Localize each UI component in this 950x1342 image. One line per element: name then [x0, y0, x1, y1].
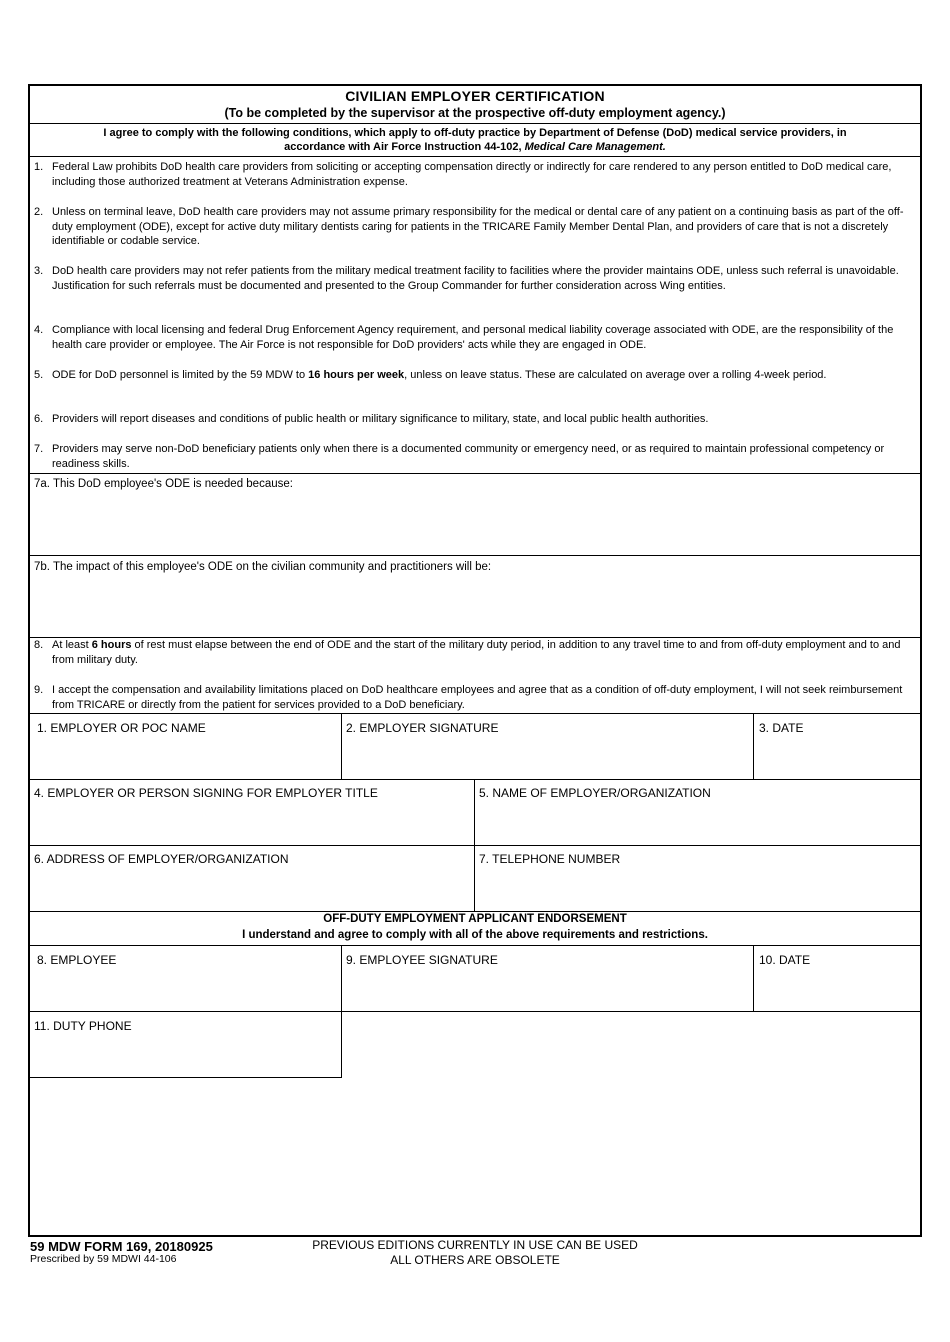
condition-text: Compliance with local licensing and federal Drug Enforcement Agency requirement, and personal medical liability coverage associated with ODE, are the responsibility of the health care provider or employee. The Air Force is not responsible for DoD providers' acts while they are engaged in ODE. — [52, 324, 894, 351]
condition-text: I accept the compensation and availability limitations placed on DoD healthcare employees and agree that as a condition of off-duty employment, I will not seek reimbursement from TRICARE or directly from the patient for services provided to a DoD beneficiary. — [52, 684, 903, 711]
divider — [30, 123, 920, 124]
employer-address-label: 6. ADDRESS OF EMPLOYER/ORGANIZATION — [34, 852, 289, 866]
employee-signature-label: 9. EMPLOYEE SIGNATURE — [346, 953, 498, 967]
telephone-field[interactable] — [475, 846, 922, 911]
telephone-label: 7. TELEPHONE NUMBER — [479, 852, 621, 866]
agreement-line2a: accordance with Air Force Instruction 44-102, — [284, 141, 525, 153]
divider — [30, 911, 920, 912]
q7b-label: 7b. The impact of this employee's ODE on the civilian community and practitioners will be: — [34, 561, 492, 573]
employer-org-name-label: 5. NAME OF EMPLOYER/ORGANIZATION — [479, 786, 711, 800]
condition-number: 5. — [34, 369, 44, 381]
editions-line1: PREVIOUS EDITIONS CURRENTLY IN USE CAN BE USED — [312, 1238, 638, 1252]
condition-number: 4. — [34, 324, 44, 336]
divider — [30, 156, 920, 157]
endorsement-subtitle: I understand and agree to comply with all of the above requirements and restrictions. — [242, 929, 708, 941]
condition-text: At least 6 hours of rest must elapse between the end of ODE and the start of the military duty period, in addition to any travel time to and from off-duty employment and to and from military duty. — [52, 639, 901, 666]
condition-text: DoD health care providers may not refer patients from the military medical treatment facility to facilities where the provider maintains ODE, unless such referral is unavoidable. Justification for such referrals must be documented and presented to the Group Commander for further consideration across Wing entities. — [52, 265, 899, 292]
condition-text: ODE for DoD personnel is limited by the 59 MDW to 16 hours per week, unless on leave status. These are calculated on average over a rolling 4-week period. — [52, 369, 827, 381]
editions-notice — [300, 1238, 650, 1268]
employer-signature-field[interactable] — [342, 714, 753, 779]
condition-9 — [34, 683, 914, 712]
condition-number: 3. — [34, 265, 44, 277]
employee-signature-field[interactable] — [342, 946, 753, 1011]
employer-name-field[interactable] — [30, 714, 341, 779]
q7a-label: 7a. This DoD employee's ODE is needed because: — [34, 478, 293, 490]
agreement-line2b: Medical Care Management. — [524, 141, 666, 153]
condition-5 — [34, 368, 914, 383]
employer-date-label: 3. DATE — [759, 721, 804, 735]
employer-name-label: 1. EMPLOYER OR POC NAME — [37, 721, 206, 735]
condition-number: 1. — [34, 161, 44, 173]
employer-signature-label: 2. EMPLOYER SIGNATURE — [346, 721, 499, 735]
condition-4 — [34, 323, 914, 352]
condition-number: 2. — [34, 206, 44, 218]
condition-3 — [34, 264, 914, 293]
form-subtitle: (To be completed by the supervisor at the prospective off-duty employment agency.) — [224, 106, 726, 120]
employer-title-label: 4. EMPLOYER OR PERSON SIGNING FOR EMPLOYER TITLE — [34, 786, 378, 800]
condition-number: 9. — [34, 684, 44, 696]
employer-title-field[interactable] — [30, 780, 474, 845]
condition-text: Providers may serve non-DoD beneficiary patients only when there is a documented community or emergency need, or as required to maintain professional competency or readiness skills. — [52, 443, 885, 470]
condition-2 — [34, 205, 914, 249]
duty-phone-label: 11. DUTY PHONE — [34, 1019, 132, 1033]
duty-phone-field[interactable] — [30, 1012, 341, 1077]
divider — [30, 1077, 342, 1078]
employee-date-field[interactable] — [754, 946, 922, 1011]
form-id: 59 MDW FORM 169, 20180925 — [30, 1239, 213, 1254]
condition-number: 7. — [34, 443, 44, 455]
employee-field[interactable] — [30, 946, 341, 1011]
q7a-field[interactable] — [30, 474, 920, 555]
prescribed-by: Prescribed by 59 MDWI 44-106 — [30, 1253, 177, 1265]
endorsement-title: OFF-DUTY EMPLOYMENT APPLICANT ENDORSEMENT — [323, 913, 627, 925]
employer-org-name-field[interactable] — [475, 780, 922, 845]
editions-line2: ALL OTHERS ARE OBSOLETE — [390, 1253, 560, 1267]
employer-date-field[interactable] — [754, 714, 922, 779]
condition-1 — [34, 160, 914, 189]
employee-date-label: 10. DATE — [759, 953, 811, 967]
employer-address-field[interactable] — [30, 846, 474, 911]
condition-text: Providers will report diseases and conditions of public health or military significance to military, state, and local public health authorities. — [52, 413, 709, 425]
employee-label: 8. EMPLOYEE — [37, 953, 117, 967]
q7b-field[interactable] — [30, 556, 920, 637]
footer-form-info — [30, 1239, 213, 1265]
condition-6 — [34, 412, 914, 427]
condition-number: 8. — [34, 639, 44, 651]
condition-text: Unless on terminal leave, DoD health care providers may not assume primary responsibility for the medical or dental care of any patient on a continuing basis as part of the off-duty employment (ODE), except for active duty military dentists caring for patients in the TRICARE Family Member Dental Plan, and providers of care that is not a discretely identifiable or codable service. — [52, 206, 904, 248]
agreement-statement — [50, 126, 900, 154]
agreement-line1: I agree to comply with the following conditions, which apply to off-duty practice by Department of Defense (DoD) medical service providers, in — [103, 127, 847, 139]
condition-7 — [34, 442, 914, 471]
condition-text: Federal Law prohibits DoD health care providers from soliciting or accepting compensation directly or indirectly for care rendered to any person entitled to DoD medical care, including those authorized treatment at Veterans Administration expense. — [52, 161, 892, 188]
condition-number: 6. — [34, 413, 44, 425]
form-title: CIVILIAN EMPLOYER CERTIFICATION — [345, 88, 605, 104]
condition-8 — [34, 638, 914, 667]
form-frame — [28, 84, 922, 1237]
